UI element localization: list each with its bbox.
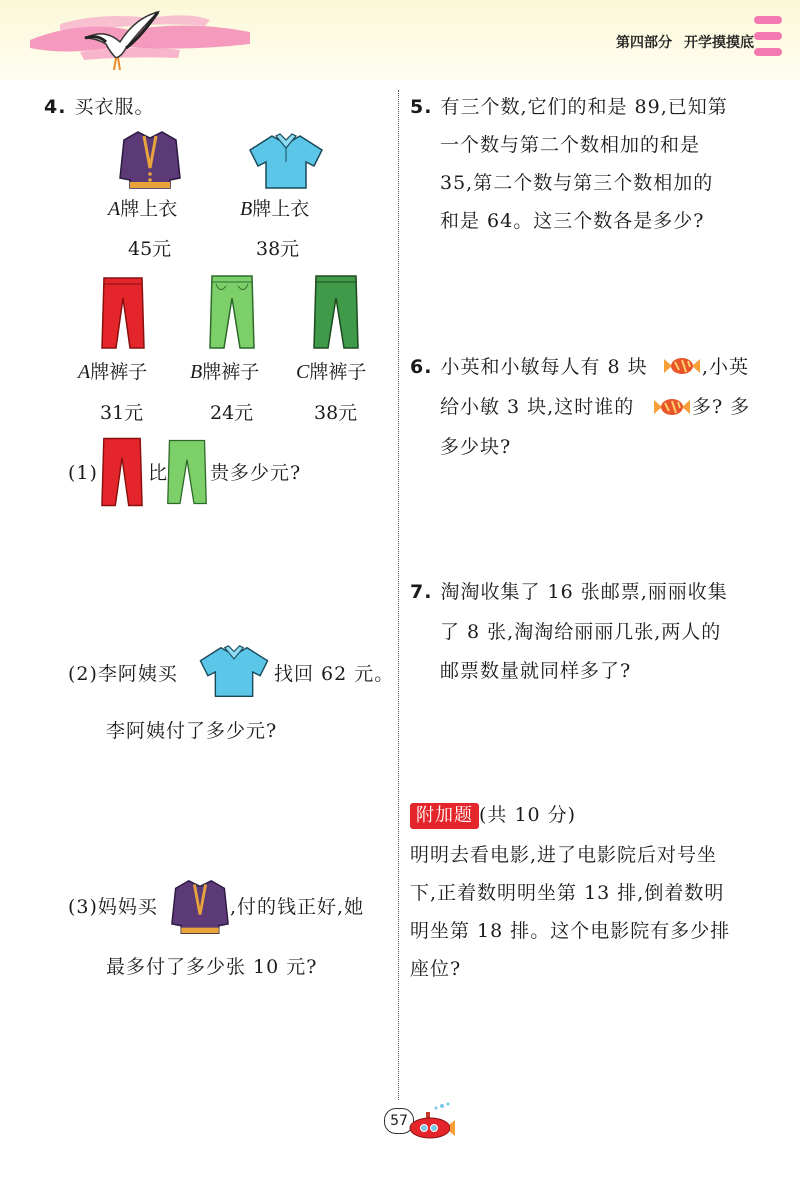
q6-line-2: 给小敏 3 块,这时谁的 <box>440 396 635 418</box>
q5-line-4: 和是 64。这三个数各是多少? <box>440 210 705 232</box>
q4-sub3-prefix: (3)妈妈买 <box>68 896 158 918</box>
q4-number: 4. <box>44 96 67 118</box>
q7-line-3: 邮票数量就同样多了? <box>440 660 632 682</box>
q6-line-1-end: ,小英 <box>702 356 750 378</box>
jacket-a-price: 45元 <box>128 238 172 260</box>
seagull-icon <box>80 8 160 78</box>
q4-sub1-compare: 比 <box>148 462 169 484</box>
decor-stripes-icon <box>748 14 788 64</box>
q5-line-3: 35,第二个数与第三个数相加的 <box>440 172 714 194</box>
pants-c-price: 38元 <box>314 402 358 424</box>
header-part: 第四部分 <box>616 35 672 51</box>
jacket-a-label: A牌上衣 <box>108 198 178 220</box>
column-divider <box>398 90 399 1100</box>
q4-sub3-text: ,付的钱正好,她 <box>230 896 365 918</box>
q4-sub1-prefix: (1) <box>68 462 98 484</box>
bonus-header <box>410 796 576 834</box>
pants-c-label: C牌裤子 <box>296 361 367 383</box>
q6-line-3: 多少块? <box>440 436 512 458</box>
pants-a-price: 31元 <box>100 402 144 424</box>
q5-number: 5. <box>410 96 433 118</box>
q4-sub2-line2: 李阿姨付了多少元? <box>106 720 278 742</box>
bonus-line-1: 明明去看电影,进了电影院后对号坐 <box>410 844 718 866</box>
bonus-line-2: 下,正着数明明坐第 13 排,倒着数明 <box>410 882 725 904</box>
shirt-b-price: 38元 <box>256 238 300 260</box>
q4-title-text: 买衣服。 <box>74 96 155 118</box>
pants-b-small-icon <box>166 432 208 512</box>
pants-a-icon <box>100 276 146 350</box>
bonus-points: (共 10 分) <box>479 804 577 826</box>
pants-b-icon <box>208 274 256 350</box>
q4-sub2-prefix: (2)李阿姨买 <box>68 663 178 685</box>
bonus-tag: 附加题 <box>410 803 479 829</box>
submarine-icon <box>406 1102 456 1142</box>
header-title: 开学摸摸底 <box>684 35 754 51</box>
shirt-b-label: B牌上衣 <box>240 198 310 220</box>
q5-line-2: 一个数与第二个数相加的和是 <box>440 134 701 156</box>
header-section-title <box>604 32 754 52</box>
shirt-b-small-icon <box>198 644 270 700</box>
q7-line-2: 了 8 张,淘淘给丽丽几张,两人的 <box>440 621 722 643</box>
q6-line-2-end: 多? 多 <box>692 396 751 418</box>
q6-number: 6. <box>410 356 433 378</box>
q6-line-1: 6. 小英和小敏每人有 8 块 <box>410 356 648 378</box>
bonus-line-4: 座位? <box>410 958 462 980</box>
candy-icon <box>662 355 702 377</box>
header-band <box>0 0 800 80</box>
jacket-a-small-icon <box>170 876 230 938</box>
q4-sub1-text: 贵多少元? <box>210 462 302 484</box>
page-number: 57 <box>384 1108 414 1134</box>
bonus-line-3: 明坐第 18 排。这个电影院有多少排 <box>410 920 731 942</box>
q4-sub2-text: 找回 62 元。 <box>274 663 395 685</box>
pants-b-label: B牌裤子 <box>190 361 260 383</box>
q4-title <box>44 88 154 126</box>
shirt-b-icon <box>248 132 324 192</box>
pants-c-icon <box>312 274 360 350</box>
candy-icon-2 <box>652 396 692 418</box>
pants-a-label: A牌裤子 <box>78 361 148 383</box>
pants-b-price: 24元 <box>210 402 254 424</box>
pants-a-small-icon <box>100 432 144 512</box>
q4-sub3-line2: 最多付了多少张 10 元? <box>106 956 318 978</box>
q7-number: 7. <box>410 581 433 603</box>
q5-line-1: 5. 有三个数,它们的和是 89,已知第 <box>410 96 728 118</box>
jacket-a-icon <box>118 128 182 192</box>
q7-line-1: 7. 淘淘收集了 16 张邮票,丽丽收集 <box>410 581 728 603</box>
